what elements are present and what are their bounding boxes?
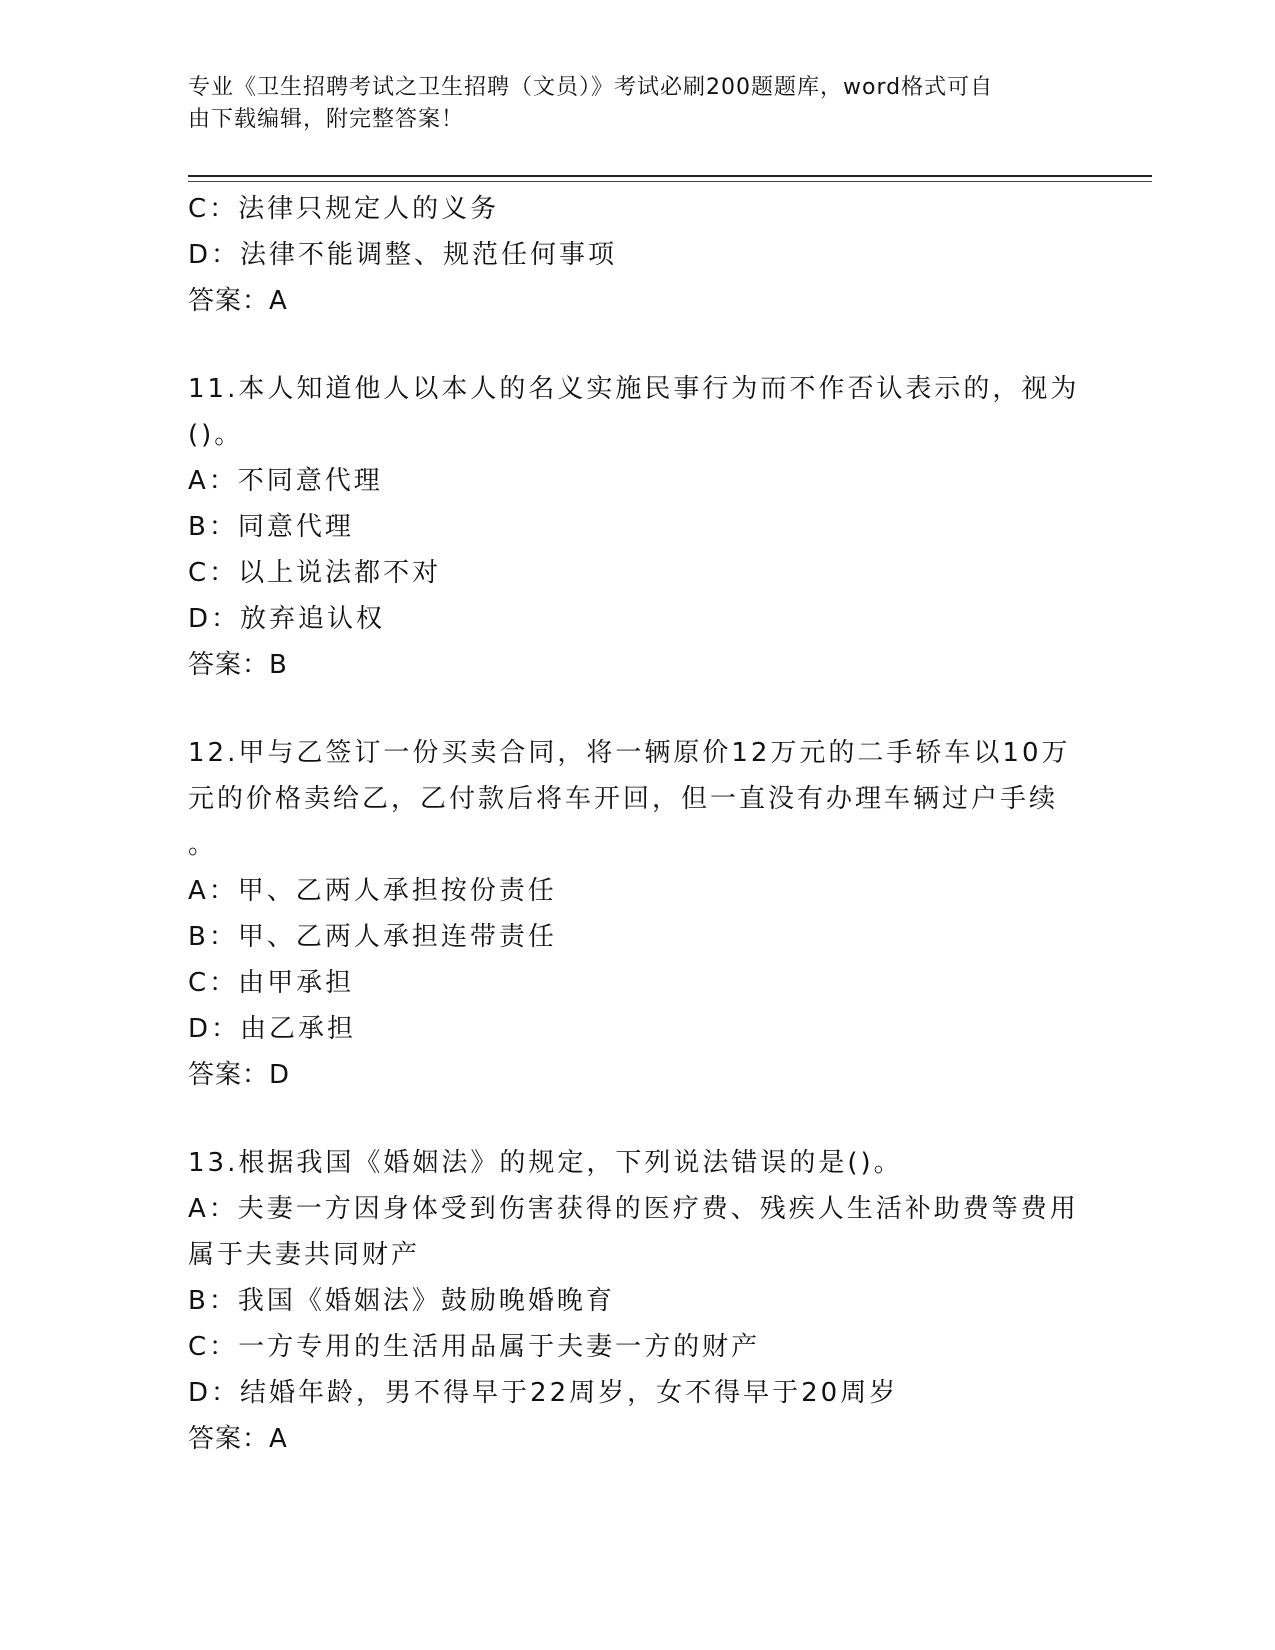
question-stem-line: 13.根据我国《婚姻法》的规定，下列说法错误的是()。 <box>188 1148 903 1178</box>
question-11 <box>188 366 1088 688</box>
option-b: B：甲、乙两人承担连带责任 <box>188 922 557 952</box>
question-list <box>188 186 1088 1462</box>
option-c: C：法律只规定人的义务 <box>188 194 500 224</box>
header-divider-thick <box>188 175 1152 177</box>
option-c: C：由甲承担 <box>188 968 355 998</box>
option-a: A：不同意代理 <box>188 466 383 496</box>
question-12 <box>188 730 1088 1098</box>
question-10-continuation <box>188 186 1088 324</box>
document-header <box>188 72 1068 136</box>
question-13 <box>188 1140 1088 1462</box>
question-stem-line: 元的价格卖给乙，乙付款后将车开回，但一直没有办理车辆过户手续 <box>188 784 1059 814</box>
header-line-2: 由下载编辑，附完整答案！ <box>188 107 465 132</box>
answer-line: 答案：A <box>188 286 288 316</box>
option-a: A：夫妻一方因身体受到伤害获得的医疗费、残疾人生活补助费等费用 <box>188 1194 1079 1224</box>
question-stem-line: 12.甲与乙签订一份买卖合同，将一辆原价12万元的二手轿车以10万 <box>188 738 1071 768</box>
header-line-1: 专业《卫生招聘考试之卫生招聘（文员）》考试必刷200题题库，word格式可自 <box>188 75 994 100</box>
header-divider-thin <box>188 181 1152 182</box>
question-stem-line: ()。 <box>188 420 244 450</box>
answer-line: 答案：A <box>188 1424 288 1454</box>
question-stem-line: 。 <box>188 830 218 860</box>
question-stem-line: 11.本人知道他人以本人的名义实施民事行为而不作否认表示的，视为 <box>188 374 1080 404</box>
option-c: C：以上说法都不对 <box>188 558 442 588</box>
option-d: D：放弃追认权 <box>188 604 386 634</box>
option-d: D：由乙承担 <box>188 1014 357 1044</box>
option-b: B：我国《婚姻法》鼓励晚婚晚育 <box>188 1286 615 1316</box>
option-c: C：一方专用的生活用品属于夫妻一方的财产 <box>188 1332 761 1362</box>
option-d: D：结婚年龄，男不得早于22周岁，女不得早于20周岁 <box>188 1378 899 1408</box>
option-d: D：法律不能调整、规范任何事项 <box>188 240 618 270</box>
answer-line: 答案：B <box>188 650 288 680</box>
answer-line: 答案：D <box>188 1060 291 1090</box>
option-b: B：同意代理 <box>188 512 354 542</box>
option-a-continued: 属于夫妻共同财产 <box>188 1240 421 1270</box>
option-a: A：甲、乙两人承担按份责任 <box>188 876 557 906</box>
